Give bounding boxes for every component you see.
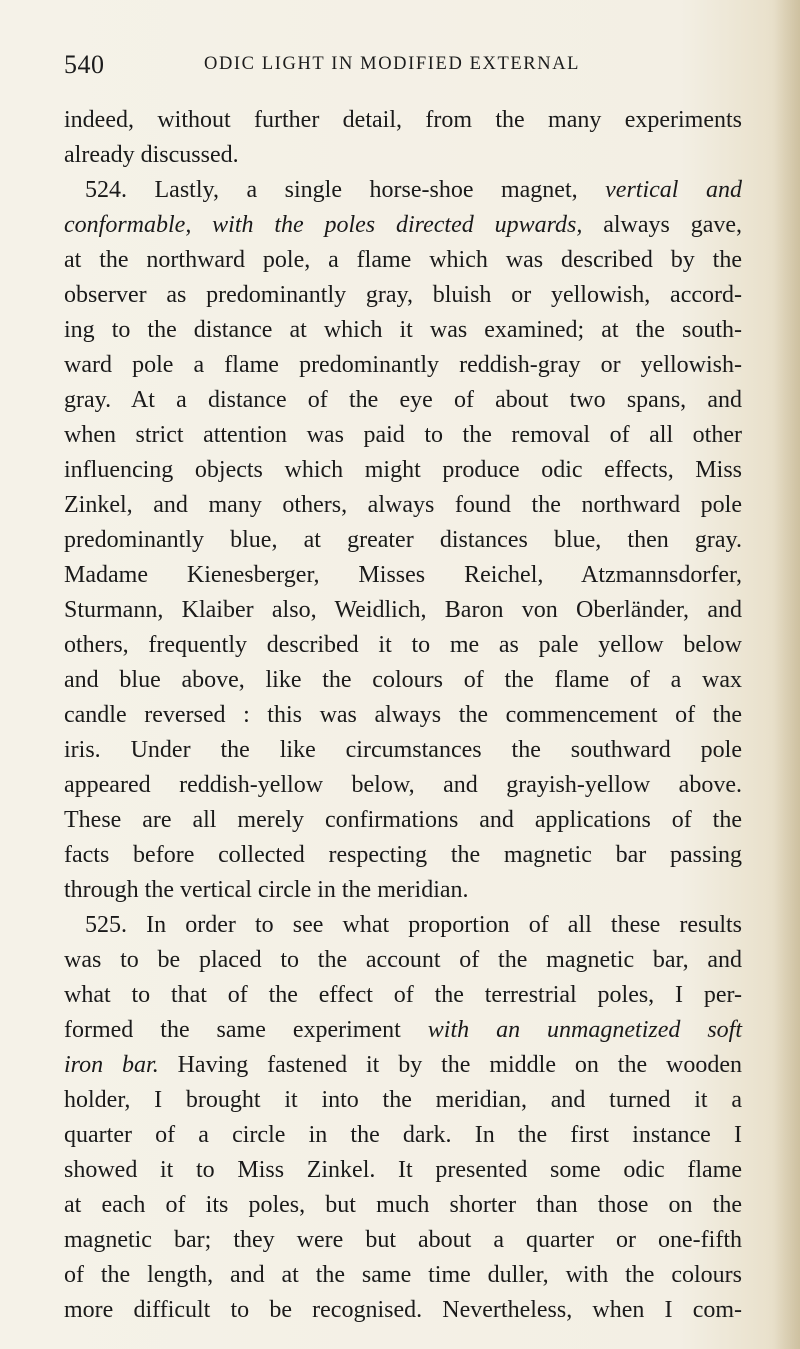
- text-line: Zinkel, and many others, always found the northward pole: [64, 492, 742, 518]
- italic-run: with an unmagnetized soft: [427, 1017, 742, 1043]
- italic-run: conformable, with the poles directed upwards,: [64, 212, 583, 238]
- text-line: indeed, without further detail, from the many experiments: [64, 107, 742, 133]
- text-line: already discussed.: [64, 142, 239, 168]
- text-line: was to be placed to the account of the magnetic bar, and: [64, 947, 742, 973]
- text-line: quarter of a circle in the dark. In the first instance I: [64, 1122, 742, 1148]
- text-line: Madame Kienesberger, Misses Reichel, Atzmannsdorfer,: [64, 562, 742, 588]
- text-line: holder, I brought it into the meridian, and turned it a: [64, 1087, 742, 1113]
- page-header: [64, 50, 744, 90]
- text-line: [64, 1048, 742, 1083]
- text-run: Having fastened it by the middle on the wooden: [158, 1052, 743, 1078]
- text-line: [64, 173, 742, 208]
- text-line: through the vertical circle in the meridian.: [64, 877, 469, 903]
- text-line: of the length, and at the same time duller, with the colours: [64, 1262, 742, 1288]
- page-number: 540: [64, 50, 105, 79]
- text-line: others, frequently described it to me as pale yellow below: [64, 632, 742, 658]
- text-line: Sturmann, Klaiber also, Weidlich, Baron von Oberländer, and: [64, 597, 742, 623]
- text-line: These are all merely confirmations and applications of the: [64, 807, 742, 833]
- text-line: observer as predominantly gray, bluish or yellowish, accord-: [64, 282, 742, 308]
- text-line: ing to the distance at which it was examined; at the south-: [64, 317, 742, 343]
- text-line: gray. At a distance of the eye of about two spans, and: [64, 387, 742, 413]
- text-line: magnetic bar; they were but about a quarter or one-fifth: [64, 1227, 742, 1253]
- text-line: [64, 208, 742, 243]
- text-line: 525. In order to see what proportion of all these results: [85, 912, 742, 938]
- text-line: appeared reddish-yellow below, and grayish-yellow above.: [64, 772, 742, 798]
- text-line: ward pole a flame predominantly reddish-gray or yellowish-: [64, 352, 742, 378]
- running-head: ODIC LIGHT IN MODIFIED EXTERNAL: [204, 54, 581, 74]
- text-run: formed the same experiment: [64, 1017, 428, 1043]
- text-line: showed it to Miss Zinkel. It presented some odic flame: [64, 1157, 742, 1183]
- page-edge-shadow: [774, 0, 800, 1349]
- text-run: always gave,: [582, 212, 742, 238]
- text-line: at the northward pole, a flame which was described by the: [64, 247, 742, 273]
- text-line: [64, 1013, 742, 1048]
- text-line: facts before collected respecting the magnetic bar passing: [64, 842, 742, 868]
- text-line: iris. Under the like circumstances the southward pole: [64, 737, 742, 763]
- text-line: what to that of the effect of the terrestrial poles, I per-: [64, 982, 742, 1008]
- body-text: [64, 103, 742, 1328]
- italic-run: iron bar.: [64, 1052, 159, 1078]
- text-line: candle reversed : this was always the commencement of the: [64, 702, 742, 728]
- text-line: at each of its poles, but much shorter than those on the: [64, 1192, 742, 1218]
- italic-run: vertical and: [605, 177, 742, 203]
- text-line: and blue above, like the colours of the flame of a wax: [64, 667, 742, 693]
- text-line: more difficult to be recognised. Nevertheless, when I com-: [64, 1297, 742, 1323]
- text-line: influencing objects which might produce odic effects, Miss: [64, 457, 742, 483]
- text-line: predominantly blue, at greater distances blue, then gray.: [64, 527, 742, 553]
- text-run: 524. Lastly, a single horse-shoe magnet,: [85, 177, 606, 203]
- text-line: when strict attention was paid to the removal of all other: [64, 422, 742, 448]
